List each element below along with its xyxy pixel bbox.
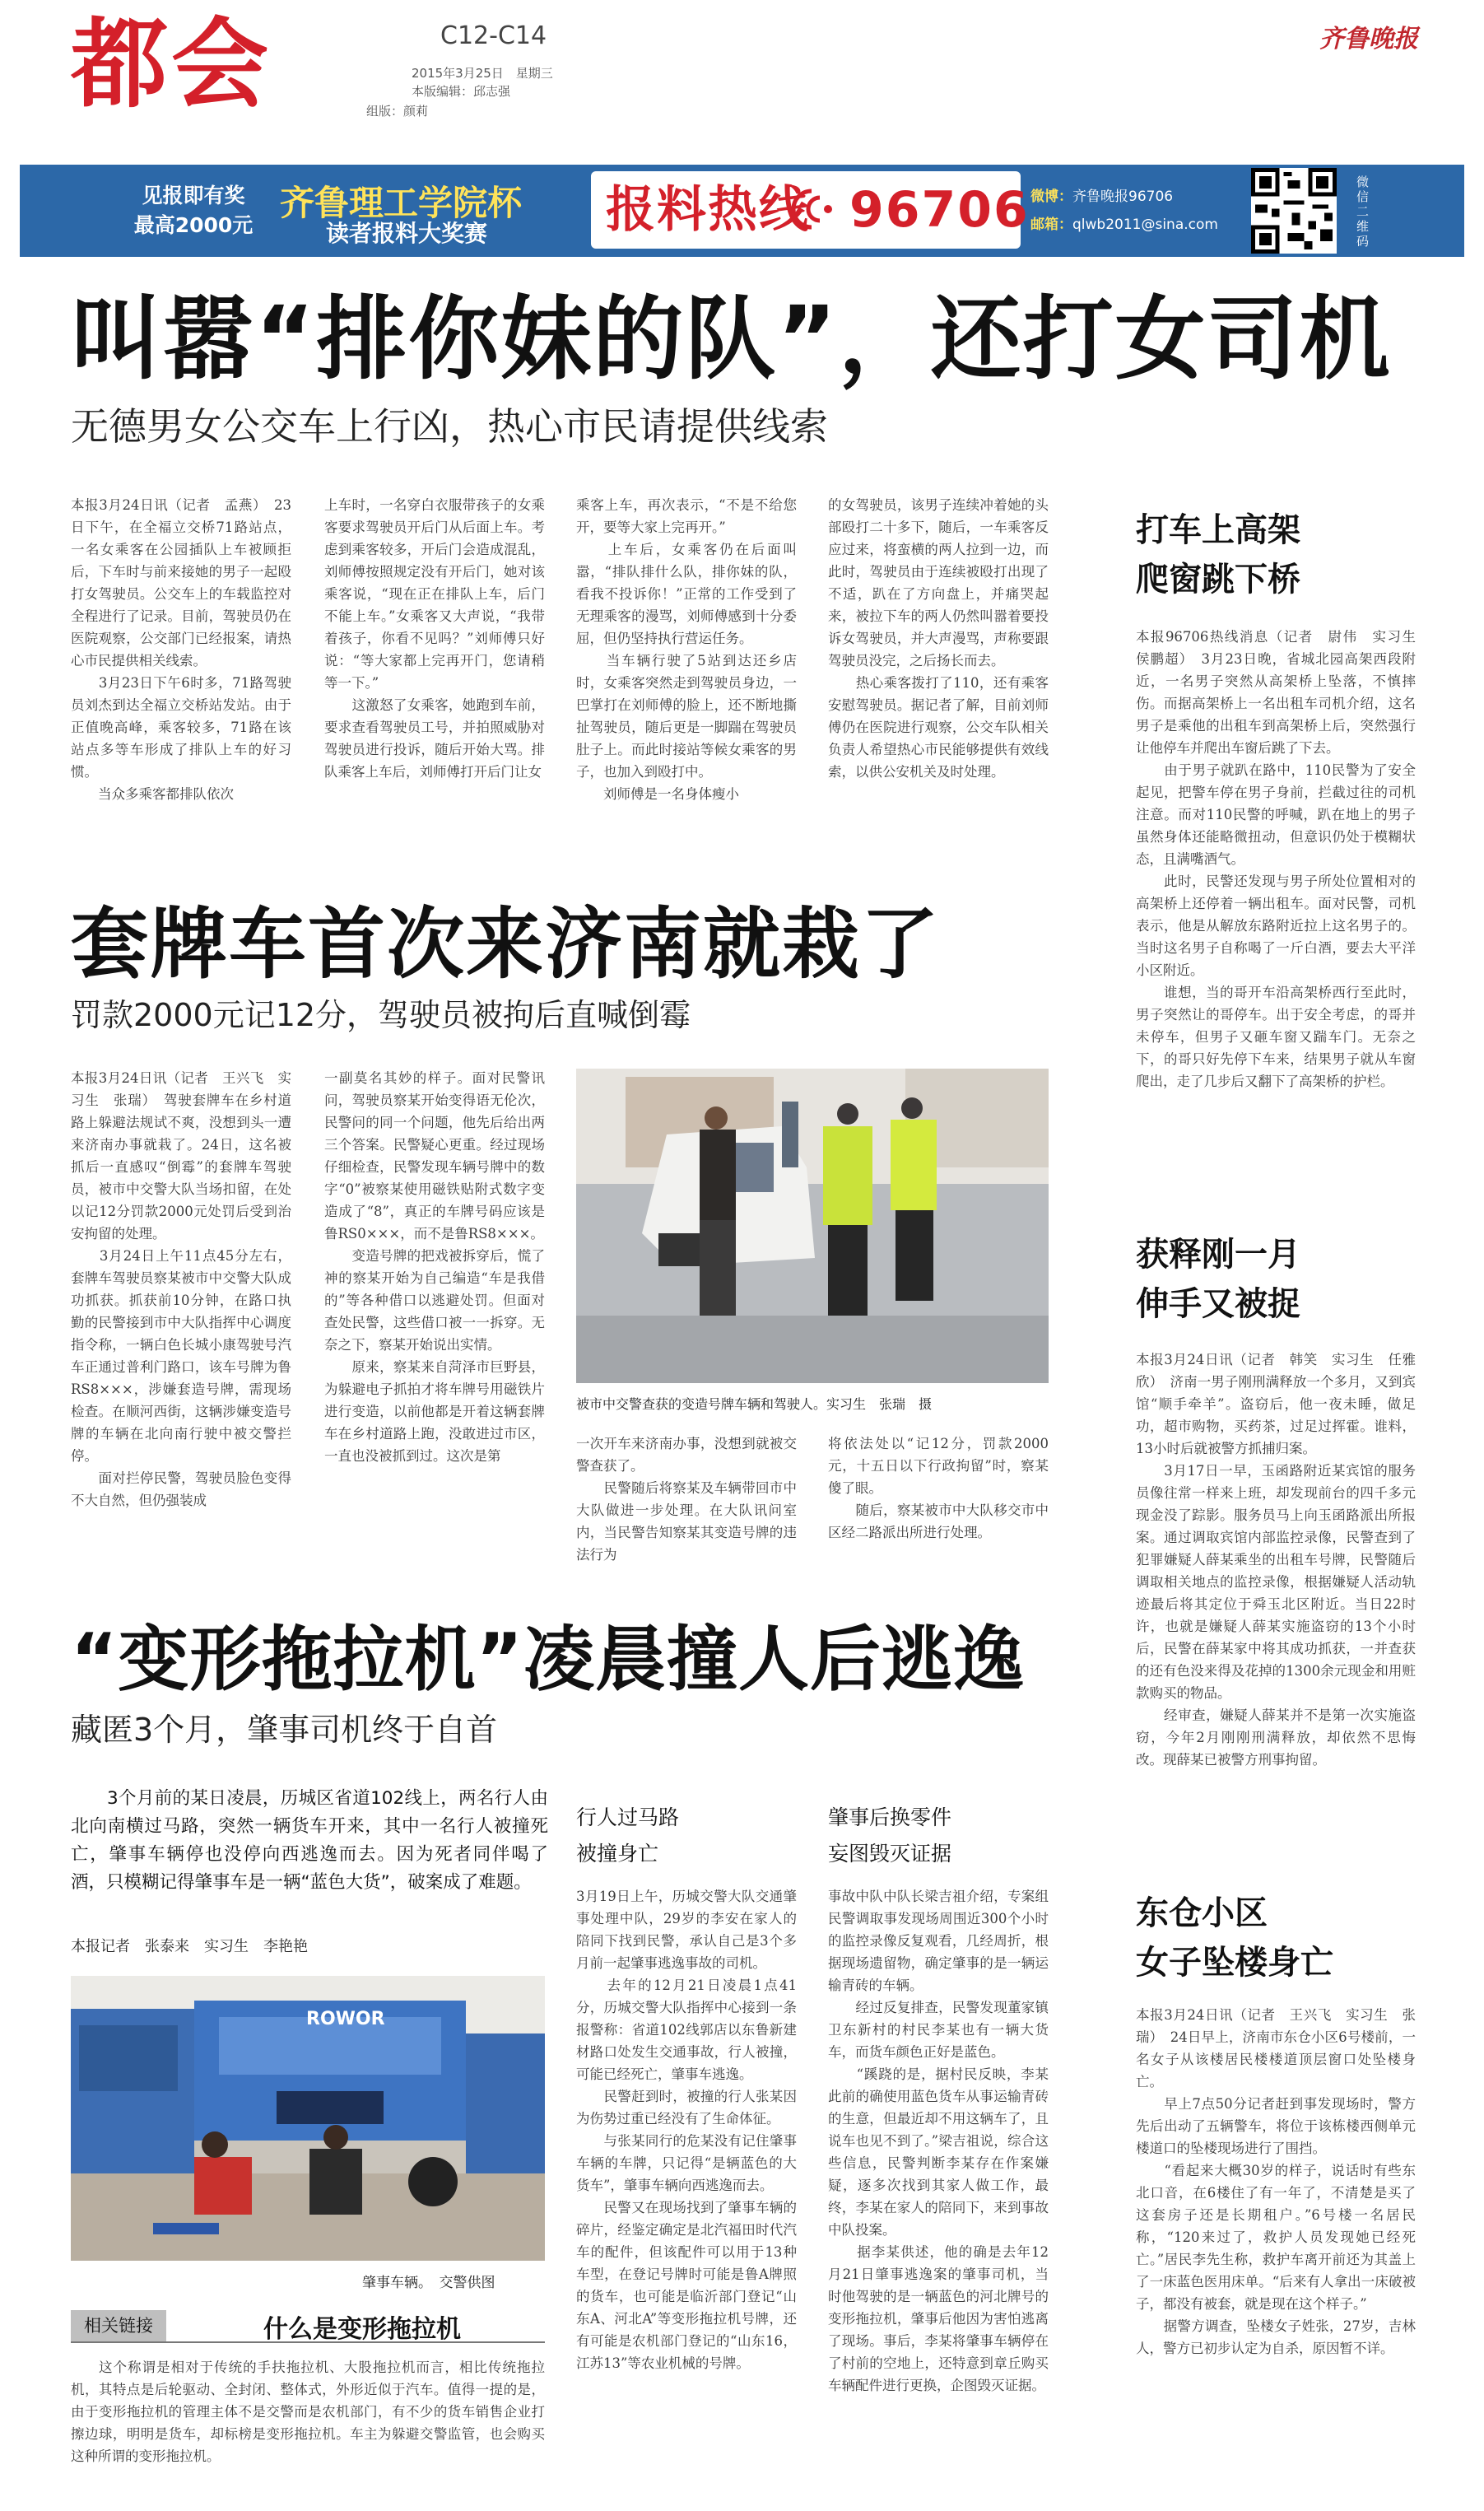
story2-col2: 一副莫名其妙的样子。面对民警讯问，驾驶员察某开始变得语无伦次，民警问的同一个问题，他先后给出两三个答案。民警疑心更重。经过现场仔细检查，民警发现车辆号牌中的数字“0”被察某使用磁铁贴附式数字变造成了“8”，真正的车牌号码应该是鲁RS0×××，而不是鲁RS8×××。 变造号牌的把戏被拆穿后，慌了神的察某开始为自己编造“车是我借的”等各种借口以逃避处罚。但面对查处民警，这些借口被一一拆穿。无奈之下，察某开始说出实情。 原来，察某来自菏泽市巨野县，为躲避电子抓拍才将车牌号用磁铁片进行变造，以前他都是开着这辆套牌车在乡村道路上跑，没敢进过市区，一直也没被抓到过。这次是第 [324,1070,545,1464]
story3-headline: “变形拖拉机”凌晨撞人后逃逸 [71,1619,1026,1701]
reward-line-1: 见报即有奖 [142,184,245,207]
side2-title-2: 伸手又被捉 [1136,1285,1300,1323]
page-range: C12-C14 [440,21,547,50]
email-value: qlwb2011@sina.com [1072,217,1218,233]
story3-photo [71,1976,545,2261]
story3-sub1-body: 3月19日上午，历城交警大队交通肇事处理中队，29岁的李安在家人的陪同下找到民警，承认自己是3个多月前一起肇事逃逸事故的司机。 去年的12月21日凌晨1点41分，历城交警大队指挥中心接到一条报警称：省道102线郭店以东鲁新建材路口处发生交通事故，行人被撞，可能已经死亡，肇事车逃逸。 民警赶到时，被撞的行人张某因为伤势过重已经没有了生命体征。 与张某同行的危某没有记住肇事车辆的车牌，只记得“是辆蓝色的大货车”，肇事车辆向西逃逸而去。 民警又在现场找到了肇事车辆的碎片，经鉴定确定是北汽福田时代汽车的配件，但该配件可以用于13种车型，在登记号牌时可能是鲁A牌照的货车，也可能是临沂部门登记“山东A、河北A”等变形拖拉机号牌，还有可能是农机部门登记的“山东16，江苏13”等农业机械的号牌。 [576,1889,797,2371]
story3-sub2-line1: 肇事后换零件 [828,1805,952,1829]
story2-col1: 本报3月24日讯（记者 王兴飞 实习生 张瑞） 驾驶套牌车在乡村道路上躲避法规试不爽，没想到头一遭来济南办事就栽了。24日，这名被抓后一直感叹“倒霉”的套牌车驾驶员，被市中交警大队当场扣留，在处以记12分罚款2000元处罚后受到治安拘留的处理。 3月24日上午11点45分左右，套牌车驾驶员察某被市中交警大队成功抓获。抓获前10分钟，在路口执勤的民警接到市中大队指挥中心调度指令称，一辆白色长城小康驾驶号汽车正通过普利门路口，该车号牌为鲁RS8×××，涉嫌套造号牌，需现场检查。在顺河西街，这辆涉嫌变造号牌的车辆在北向南行驶中被交警拦停。 面对拦停民警，驾驶员脸色变得不大自然，但仍强装成 [71,1070,291,1508]
story2-headline: 套牌车首次来济南就栽了 [71,900,941,990]
layout-credit: 组版：颜莉 [366,104,429,119]
side1-body: 本报96706热线消息（记者 尉伟 实习生 侯鹏超） 3月23日晚，省城北园高架西段附近，一名男子突然从高架桥上坠落，不慎摔伤。而据高架桥上一名出租车司机介绍，这名男子是乘他的出租车到高架桥上后，突然强行让他停车并爬出车窗后跳了下去。 由于男子就趴在路中，110民警为了安全起见，把警车停在男子身前，拦截过往的司机注意。而对110民警的呼喊，趴在地上的男子虽然身体还能略微扭动，但意识仍处于模糊状态，且满嘴酒气。 此时，民警还发现与男子所处位置相对的高架桥上还停着一辆出租车。面对民警，司机表示，他是从解放东路附近拉上这名男子的。当时这名男子自称喝了一斤白酒，要去大平洋小区附近。 谁想，当的哥开车沿高架桥西行至此时，男子突然让的哥停车。出于安全考虑，的哥并未停车，但男子又砸车窗又踹车门。无奈之下，的哥只好先停下车来，结果男子就从车窗爬出，走了几步后又翻下了高架桥的护栏。 [1136,629,1416,1089]
story1-deck: 无德男女公交车上行凶，热心市民请提供线索 [71,404,828,449]
story1-col4: 的女驾驶员，该男子连续冲着她的头部殴打二十多下，随后，一车乘客反应过来，将蛮横的两人拉到一边，而此时，驾驶员由于连续被殴打出现了不适，趴在了方向盘上，并痛哭起来，被拉下车的两人仍然叫嚣着要投诉女驾驶员，并大声漫骂，声称要跟驾驶员没完，之后扬长而去。 热心乘客拨打了110，还有乘客安慰驾驶员。据记者了解，目前刘师傅仍在医院进行观察，公交车队相关负责人希望热心市民能够提供有效线索，以供公安机关及时处理。 [828,497,1049,780]
story3-sub2-body: 事故中队中队长梁吉祖介绍，专案组民警调取事发现场周围近300个小时的监控录像反复观看，几经周折，根据现场遗留物，确定肇事的是一辆运输青砖的车辆。 经过反复排查，民警发现董家镇卫东新村的村民李某也有一辆大货车，而货车颜色正好是蓝色。 “蹊跷的是，据村民反映，李某此前的确使用蓝色货车从事运输青砖的生意，但最近却不用这辆车了，且说车也见不到了。”梁吉祖说，综合这些信息，民警判断李某存在作案嫌疑，逐多次找到其家人做工作，最终，李某在家人的陪同下，来到事故中队投案。 据李某供述，他的确是去年12月21日肇事逃逸案的肇事司机，当时他驾驶的是一辆蓝色的河北牌号的变形拖拉机，肇事后他因为害怕逃离了现场。事后，李某将肇事车辆停在了村前的空地上，还特意到章丘购买车辆配件进行更换，企图毁灭证据。 [828,1889,1049,2393]
editor-credit: 本版编辑：邱志强 [412,84,511,99]
side2-body: 本报3月24日讯（记者 韩笑 实习生 任雅欣） 济南一男子刚刑满释放一个多月，又到宾馆“顺手牵羊”。盗窃后，他一夜未睡，做足功，超市购物，买药茶，过足过挥霍。谁料，13小时后就被警方抓捕归案。 3月17日一早，玉函路附近某宾馆的服务员像往常一样来上班，却发现前台的四千多元现金没了踪影。服务员马上向玉函路派出所报案。通过调取宾馆内部监控录像，民警查到了犯罪嫌疑人薛某乘坐的出租车号牌，民警随后调取相关地点的监控录像，根据嫌疑人活动轨迹最后将其定位于舜玉北区附近。当日22时许，也就是嫌疑人薛某实施盗窃的13个小时后，民警在薛某家中将其成功抓获，一并查获的还有色没来得及花掉的1300余元现金和用赃款购买的物品。 经审查，嫌疑人薛某并不是第一次实施盗窃，今年2月刚刚刑满释放，却依然不思悔改。现薛某已被警方刑事拘留。 [1136,1352,1416,1768]
story2-photo-caption: 被市中交警查获的变造号牌车辆和驾驶人。实习生 张瑞 摄 [576,1396,933,1412]
qr-code [1251,168,1337,254]
side3-title-2: 女子坠楼身亡 [1136,1944,1333,1982]
email-label: 邮箱： [1030,217,1072,233]
side1-title-2: 爬窗跳下桥 [1136,561,1300,599]
side3-title-1: 东仓小区 [1136,1894,1268,1932]
story1-col2: 上车时，一名穿白衣服带孩子的女乘客要求驾驶员开后门从后面上车。考虑到乘客较多，开后门会造成混乱，刘师傅按照规定没有开后门，她对该乘客说，“现在正在排队上车，后门不能上车。”女乘客又大声说，“我带着孩子，你看不见吗？”刘师傅只好说：“等大家都上完再开门，您请稍等一下。” 这激怒了女乘客，她跑到车前，要求查看驾驶员工号，并拍照威胁对驾驶员进行投诉，随后开始大骂。排队乘客上车后，刘师傅打开后门让女 [324,497,545,780]
story2-deck: 罚款2000元记12分，驾驶员被拘后直喊倒霉 [71,997,691,1033]
qr-label: 微信二维码 [1356,175,1370,249]
hotline-label: 报料热线 [606,181,810,239]
email-line [1030,211,1218,239]
side2-title-1: 获释刚一月 [1136,1236,1300,1274]
section-title: 都会 [71,7,272,121]
story2-photo [576,1069,1049,1383]
issue-date: 2015年3月25日 星期三 [412,66,553,81]
signal-icon [807,184,840,234]
reward-line-2: 最高2000元 [133,213,254,237]
contest-name: 齐鲁理工学院杯 [280,183,523,223]
weibo-line [1030,183,1173,211]
hotline-number: 96706 [849,181,1030,239]
weibo-label: 微博： [1030,189,1072,205]
story3-deck: 藏匿3个月，肇事司机终于自首 [71,1712,498,1748]
story3-reporters: 本报记者 张泰来 实习生 李艳艳 [71,1938,308,1955]
truck-brand: ROWOR [306,2009,385,2029]
contest-subtitle: 读者报料大奖赛 [326,220,488,247]
story1-headline: 叫嚣“排你妹的队”，还打女司机 [71,287,1392,392]
related-title: 什么是变形拖拉机 [263,2315,461,2344]
weibo-value: 齐鲁晚报96706 [1072,189,1174,205]
side3-body: 本报3月24日讯（记者 王兴飞 实习生 张瑞） 24日早上，济南市东仓小区6号楼前，一名女子从该楼居民楼楼道顶层窗口处坠楼身亡。 早上7点50分记者赶到事发现场时，警方先后出动了五辆警车，将位于该栋楼西侧单元楼道口的坠楼现场进行了围挡。 “看起来大概30岁的样子，说话时有些东北口音，在6楼住了有一年了，不清楚是买了这套房子还是长期租户。”6号楼一名居民称，“120来过了，救护人员发现她已经死亡。”居民李先生称，救护车离开前还为其盖上了一床蓝色医用床单。“后来有人拿出一床破被子，都没有被套，就是现在这个样子。” 据警方调查，坠楼女子姓张，27岁，吉林人，警方已初步认定为自杀，原因暂不详。 [1136,2007,1416,2356]
story3-sub1-line2: 被撞身亡 [576,1842,659,1866]
story2-col4: 将依法处以“记12分，罚款2000元，十五日以下行政拘留”时，察某傻了眼。 随后，察某被市中大队移交市中区经二路派出所进行处理。 [828,1436,1049,1540]
story3-lead: 3个月前的某日凌晨，历城区省道102线上，两名行人由北向南横过马路，突然一辆货车开来，其中一名行人被撞死亡，肇事车辆停也没停向西逃逸而去。因为死者同伴喝了酒，只模糊记得肇事车是一辆“蓝色大货”，破案成了难题。 [71,1788,548,1893]
story3-photo-caption: 肇事车辆。 交警供图 [362,2275,495,2291]
story1-col3: 乘客上车，再次表示，“不是不给您开，要等大家上完再开。” 上车后，女乘客仍在后面叫嚣，“排队排什么队，排你妹的队，看我不投诉你！”正常的工作受到了无理乘客的漫骂，刘师傅感到十分委屈，但仍坚持执行营运任务。 当车辆行驶了5站到达还乡店时，女乘客突然走到驾驶员身边，一巴掌打在刘师傅的脸上，还不断地撕扯驾驶员，随后更是一脚踹在驾驶员肚子上。而此时接站等候女乘客的男子，也加入到殴打中。 刘师傅是一名身体瘦小 [576,497,797,802]
story1-col1: 本报3月24日讯（记者 孟燕） 23日下午，在全福立交桥71路站点，一名女乘客在公园插队上车被顾拒后，下车时与前来接她的男子一起殴打女驾驶员。公交车上的车载监控对全程进行了记录。目前，驾驶员仍在医院观察，公交部门已经报案，请热心市民提供相关线索。 3月23日下午6时多，71路驾驶员刘杰到达全福立交桥站发站。由于正值晚高峰，乘客较多，71路在该站点多等车形成了排队上车的好习惯。 当众多乘客都排队依次 [71,497,291,802]
side1-title-1: 打车上高架 [1136,511,1300,549]
newspaper-logo: 齐鲁晚报 [1319,25,1418,54]
related-body: 这个称谓是相对于传统的手扶拖拉机、大股拖拉机而言，相比传统拖拉机，其特点是后轮驱动、全封闭、整体式，外形近似于汽车。值得一提的是，由于变形拖拉机的管理主体不是交警而是农机部门，有不少的货车销售企业打擦边球，明明是货车，却标榜是变形拖拉机。车主为躲避交警监管，也会购买这种所谓的变形拖拉机。 [71,2360,545,2464]
story2-col3: 一次开车来济南办事，没想到就被交警查获了。 民警随后将察某及车辆带回市中大队做进一步处理。在大队讯问室内，当民警告知察某其变造号牌的违法行为 [576,1436,797,1563]
story3-sub2-line2: 妄图毁灭证据 [828,1842,952,1866]
story3-sub1-line1: 行人过马路 [576,1805,680,1829]
related-tag: 相关链接 [71,2310,166,2341]
